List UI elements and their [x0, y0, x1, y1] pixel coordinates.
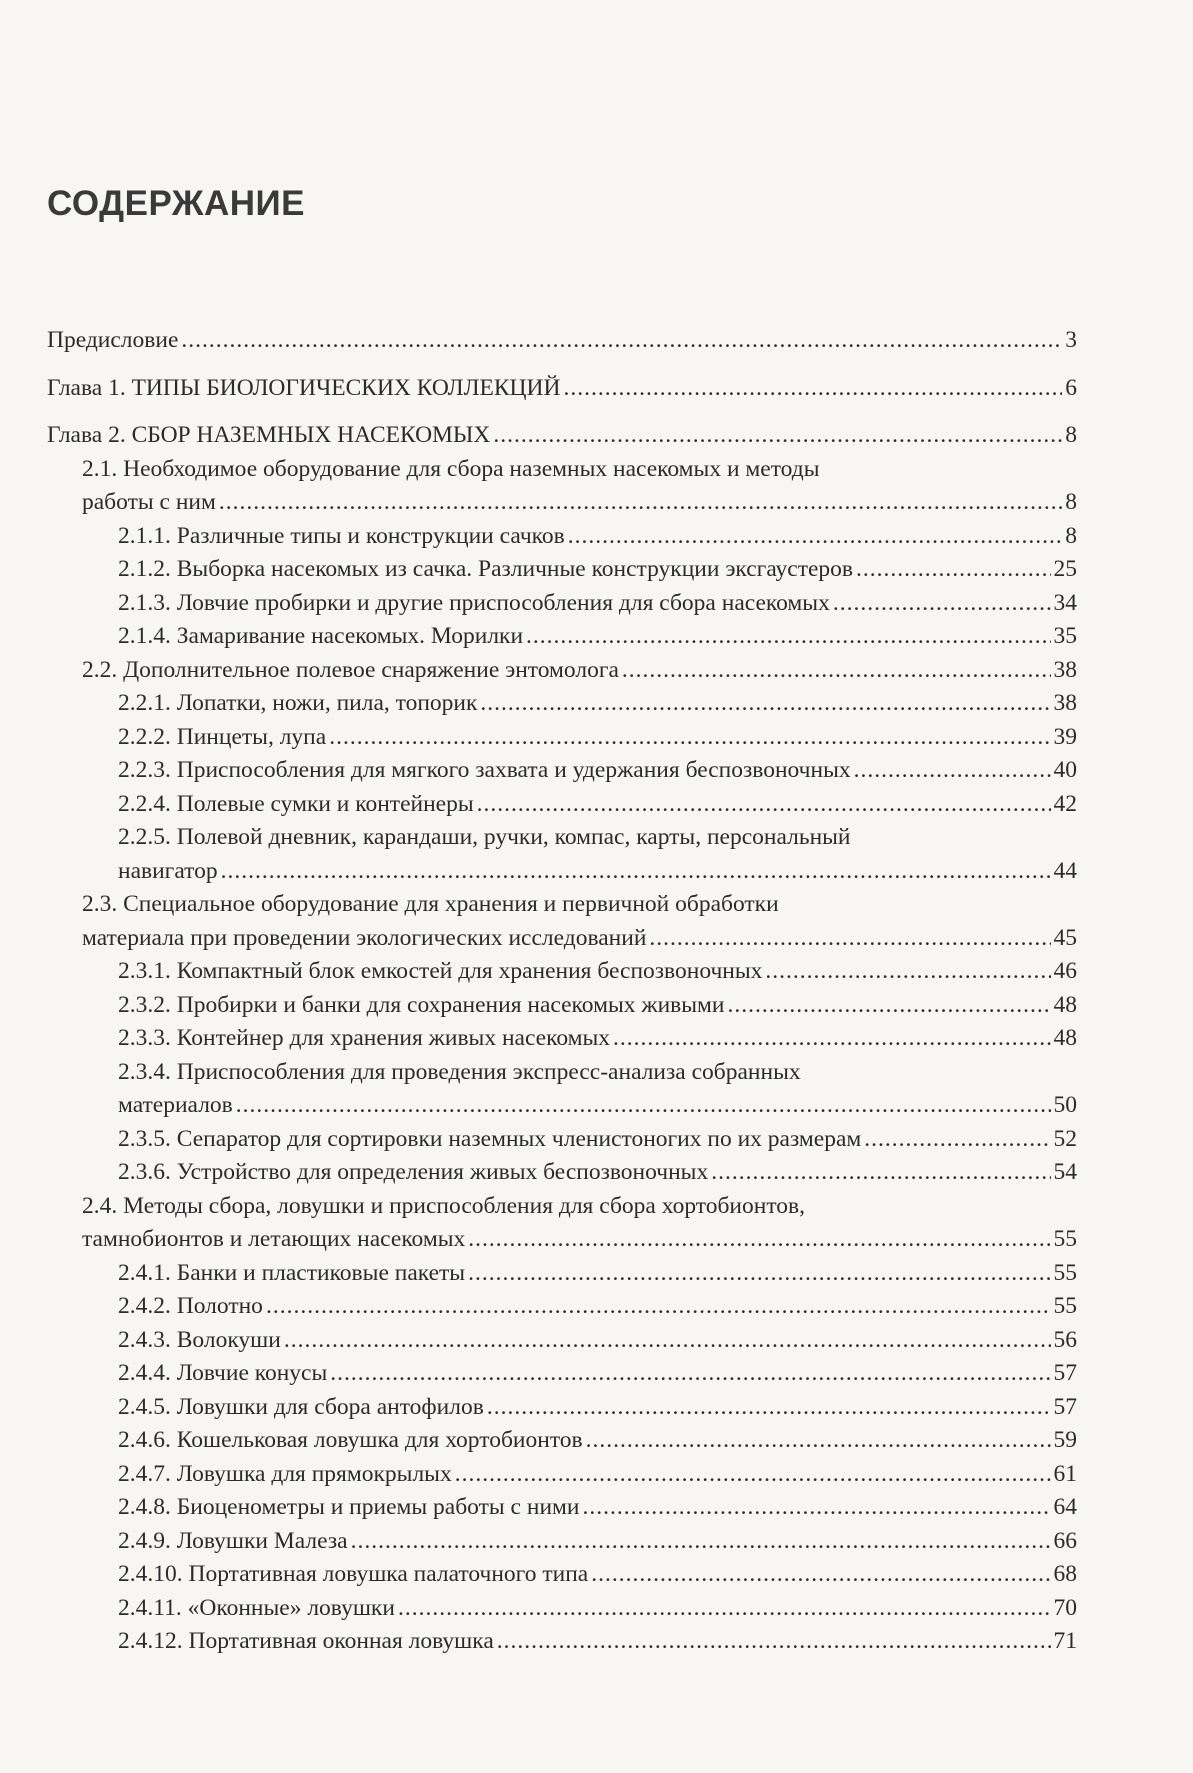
toc-entry	[47, 1357, 1077, 1391]
toc-entry-page-number: 46	[1053, 958, 1077, 984]
dot-leader	[477, 788, 1051, 822]
toc-entry-page-number: 61	[1053, 1460, 1077, 1487]
toc-entry	[47, 620, 1077, 654]
toc-entry-title: 2.4.10. Портативная ловушка палаточного типа	[118, 1561, 589, 1587]
toc-entry-row	[118, 989, 1077, 1023]
dot-leader	[591, 1558, 1050, 1592]
toc-entry	[47, 1290, 1077, 1324]
dot-leader	[854, 754, 1051, 788]
toc-entry	[47, 419, 1077, 453]
dot-leader	[219, 486, 1062, 520]
toc-entry-page-number: 52	[1053, 1125, 1077, 1152]
toc-entry-page-number: 56	[1053, 1326, 1077, 1353]
toc-entry-page-number: 50	[1053, 1092, 1077, 1118]
dot-leader	[480, 687, 1050, 721]
toc-entry-page-number: 8	[1065, 489, 1077, 515]
toc-entry-title-first-line: 2.3. Специальное оборудование для хранения и первичной обработки	[82, 891, 779, 917]
toc-entry	[47, 1391, 1077, 1425]
toc-entry-title: 2.1.1. Различные типы и конструкции сачков	[118, 522, 565, 549]
toc-entry-title: работы с ним	[82, 489, 216, 515]
toc-entry	[47, 687, 1077, 721]
toc-entry-page-number: 42	[1053, 790, 1077, 817]
dot-leader	[856, 553, 1050, 587]
dot-leader	[864, 1123, 1050, 1157]
toc-entry-title: 2.2.4. Полевые сумки и контейнеры	[118, 790, 474, 817]
toc-entry-page-number: 45	[1053, 924, 1077, 951]
toc-entry	[47, 453, 1077, 520]
toc-entry-title: 2.1.3. Ловчие пробирки и другие приспособления для сбора насекомых	[118, 589, 830, 616]
toc-entry-page-number: 48	[1053, 1025, 1077, 1051]
toc-entry	[47, 587, 1077, 621]
toc-entry-page-number: 38	[1053, 656, 1077, 683]
toc-entry-row	[118, 1558, 1077, 1592]
toc-entry	[47, 1190, 1077, 1257]
toc-entry-title-first-line: 2.4. Методы сбора, ловушки и приспособления для сбора хортобионтов,	[82, 1192, 806, 1219]
toc-entry-row	[118, 721, 1077, 755]
toc-entry-page-number: 44	[1053, 857, 1077, 884]
toc-entry	[47, 1056, 1077, 1123]
toc-entry-page-number: 55	[1053, 1259, 1077, 1286]
dot-leader	[711, 1156, 1050, 1190]
toc-entry-page-number: 66	[1053, 1527, 1077, 1554]
toc-entry-row	[118, 1625, 1077, 1659]
toc-entry-page-number: 57	[1053, 1360, 1077, 1386]
toc-entry	[47, 1424, 1077, 1458]
toc-entry-row	[118, 520, 1077, 554]
toc-entry-page-number: 59	[1053, 1427, 1077, 1453]
toc-entry-title: 2.3.6. Устройство для определения живых беспозвоночных	[118, 1159, 709, 1185]
toc-entry-row	[118, 1089, 1077, 1123]
toc-entry-row	[82, 922, 1077, 956]
toc-entry-row	[118, 1424, 1077, 1458]
toc-entry	[47, 1324, 1077, 1358]
toc-entry-title: материалов	[118, 1092, 233, 1118]
toc-entry	[47, 989, 1077, 1023]
dot-leader	[351, 1525, 1051, 1559]
toc-entry-page-number: 3	[1065, 327, 1077, 353]
dot-leader	[468, 1223, 1050, 1257]
toc-entry-title: 2.2.1. Лопатки, ножи, пила, топорик	[118, 690, 478, 716]
toc-entry-page-number: 54	[1053, 1159, 1077, 1185]
dot-leader	[329, 721, 1050, 755]
toc-entry	[47, 788, 1077, 822]
toc-entry	[47, 754, 1077, 788]
toc-entry-title: 2.1.4. Замаривание насекомых. Морилки	[118, 623, 524, 649]
toc-entry-row	[118, 1123, 1077, 1157]
toc-entry-title: 2.3.2. Пробирки и банки для сохранения насекомых живыми	[118, 991, 725, 1018]
toc-entry-title: навигатор	[118, 857, 218, 884]
toc-entry-title: тамнобионтов и летающих насекомых	[82, 1226, 466, 1252]
toc-entry	[47, 1123, 1077, 1157]
toc-entry-page-number: 39	[1053, 723, 1077, 750]
toc-entry-row	[118, 1357, 1077, 1391]
toc-entry	[47, 1558, 1077, 1592]
toc-entry-row	[82, 654, 1077, 688]
toc-entry-page-number: 34	[1053, 589, 1077, 616]
page-title: СОДЕРЖАНИЕ	[47, 184, 306, 223]
toc-entry-page-number: 48	[1053, 991, 1077, 1018]
toc-entry	[47, 324, 1077, 358]
toc-entry	[47, 1592, 1077, 1626]
dot-leader	[284, 1324, 1051, 1358]
toc-entry	[47, 1491, 1077, 1525]
toc-entry-row	[47, 324, 1077, 358]
toc-entry	[47, 372, 1077, 406]
toc-entry-page-number: 68	[1053, 1561, 1077, 1587]
toc-entry-title: 2.4.9. Ловушки Малеза	[118, 1527, 348, 1554]
toc-entry-row	[118, 1156, 1077, 1190]
dot-leader	[586, 1424, 1051, 1458]
toc-entry-row	[118, 587, 1077, 621]
toc-entry-title: Глава 2. СБОР НАЗЕМНЫХ НАСЕКОМЫХ	[47, 422, 491, 448]
toc-entry-row	[118, 855, 1077, 889]
toc-entry-row	[118, 1525, 1077, 1559]
toc-entry-row	[118, 1592, 1077, 1626]
dot-leader	[526, 620, 1050, 654]
toc-entry-title: 2.4.1. Банки и пластиковые пакеты	[118, 1259, 466, 1286]
dot-leader	[649, 922, 1050, 956]
toc-entry	[47, 821, 1077, 888]
toc-entry-title: 2.4.4. Ловчие конусы	[118, 1360, 328, 1386]
toc-entry	[47, 1458, 1077, 1492]
toc-entry-page-number: 40	[1053, 757, 1077, 783]
toc-entry-row	[118, 553, 1077, 587]
dot-leader	[622, 654, 1051, 688]
toc-entry-page-number: 35	[1053, 623, 1077, 649]
toc-entry-title: 2.4.3. Волокуши	[118, 1326, 281, 1353]
toc-entry-row	[118, 1257, 1077, 1291]
table-of-contents	[47, 324, 1077, 1659]
toc-entry-row	[82, 1223, 1077, 1257]
toc-entry-row	[118, 788, 1077, 822]
dot-leader	[236, 1089, 1051, 1123]
toc-entry-title: 2.3.1. Компактный блок емкостей для хранения беспозвоночных	[118, 958, 763, 984]
toc-entry-row	[118, 687, 1077, 721]
toc-entry-row	[47, 372, 1077, 406]
toc-entry-row	[118, 1324, 1077, 1358]
toc-entry	[47, 1022, 1077, 1056]
dot-leader	[330, 1357, 1050, 1391]
toc-entry-title-first-line: 2.2.5. Полевой дневник, карандаши, ручки, компас, карты, персональный	[118, 824, 851, 850]
toc-entry-title: 2.4.5. Ловушки для сбора антофилов	[118, 1393, 484, 1420]
toc-entry	[47, 1625, 1077, 1659]
toc-entry	[47, 654, 1077, 688]
toc-entry-row	[118, 1391, 1077, 1425]
dot-leader	[221, 855, 1051, 889]
toc-entry-row	[118, 1491, 1077, 1525]
toc-entry-title: 2.3.5. Сепаратор для сортировки наземных членистоногих по их размерам	[118, 1125, 862, 1152]
dot-leader	[728, 989, 1051, 1023]
toc-entry-page-number: 64	[1053, 1494, 1077, 1520]
dot-leader	[497, 1625, 1051, 1659]
toc-entry-page-number: 8	[1065, 422, 1077, 448]
toc-entry-row	[118, 1022, 1077, 1056]
dot-leader	[455, 1458, 1051, 1492]
toc-entry-title: материала при проведении экологических исследований	[82, 924, 647, 951]
toc-entry-row	[118, 1290, 1077, 1324]
toc-entry	[47, 1257, 1077, 1291]
toc-entry-title: 2.2. Дополнительное полевое снаряжение энтомолога	[82, 656, 619, 683]
toc-entry-page-number: 38	[1053, 690, 1077, 716]
toc-entry-row	[47, 419, 1077, 453]
toc-entry-title: 2.3.3. Контейнер для хранения живых насекомых	[118, 1025, 611, 1051]
toc-entry	[47, 1156, 1077, 1190]
toc-entry-title: Глава 1. ТИПЫ БИОЛОГИЧЕСКИХ КОЛЛЕКЦИЙ	[47, 374, 561, 401]
toc-entry-title: 2.2.3. Приспособления для мягкого захвата и удержания беспозвоночных	[118, 757, 851, 783]
toc-entry-page-number: 8	[1065, 522, 1077, 549]
toc-entry-title: 2.1.2. Выборка насекомых из сачка. Различные конструкции эксгаустеров	[118, 556, 854, 582]
toc-entry-page-number: 55	[1053, 1293, 1077, 1319]
toc-entry-page-number: 6	[1065, 374, 1077, 401]
dot-leader	[563, 372, 1062, 406]
dot-leader	[493, 419, 1062, 453]
toc-entry-page-number: 57	[1053, 1393, 1077, 1420]
toc-entry	[47, 1525, 1077, 1559]
toc-entry	[47, 520, 1077, 554]
toc-entry-row	[118, 620, 1077, 654]
toc-entry-title-first-line: 2.3.4. Приспособления для проведения экспресс-анализа собранных	[118, 1058, 801, 1085]
toc-entry-page-number: 25	[1053, 556, 1077, 582]
dot-leader	[487, 1391, 1051, 1425]
toc-entry-row	[118, 1458, 1077, 1492]
toc-entry-page-number: 70	[1053, 1594, 1077, 1621]
toc-entry-title-first-line: 2.1. Необходимое оборудование для сбора наземных насекомых и методы	[82, 455, 820, 482]
toc-entry-title: 2.4.11. «Оконные» ловушки	[118, 1594, 395, 1621]
toc-entry	[47, 721, 1077, 755]
toc-entry-row	[118, 754, 1077, 788]
toc-entry	[47, 553, 1077, 587]
toc-entry-title: 2.4.12. Портативная оконная ловушка	[118, 1628, 494, 1654]
dot-leader	[568, 520, 1063, 554]
toc-entry-title: Предисловие	[47, 327, 179, 353]
dot-leader	[833, 587, 1051, 621]
dot-leader	[613, 1022, 1050, 1056]
toc-entry-title: 2.2.2. Пинцеты, лупа	[118, 723, 327, 750]
dot-leader	[582, 1491, 1050, 1525]
toc-entry-title: 2.4.7. Ловушка для прямокрылых	[118, 1460, 452, 1487]
dot-leader	[266, 1290, 1051, 1324]
toc-entry-title: 2.4.8. Биоценометры и приемы работы с ними	[118, 1494, 580, 1520]
dot-leader	[181, 324, 1062, 358]
toc-entry-row	[118, 955, 1077, 989]
toc-entry-title: 2.4.2. Полотно	[118, 1293, 263, 1319]
dot-leader	[398, 1592, 1051, 1626]
dot-leader	[765, 955, 1050, 989]
toc-entry-page-number: 71	[1053, 1628, 1077, 1654]
toc-entry	[47, 955, 1077, 989]
toc-entry-title: 2.4.6. Кошельковая ловушка для хортобионтов	[118, 1427, 583, 1453]
toc-entry	[47, 888, 1077, 955]
dot-leader	[468, 1257, 1050, 1291]
toc-entry-row	[82, 486, 1077, 520]
toc-entry-page-number: 55	[1053, 1226, 1077, 1252]
